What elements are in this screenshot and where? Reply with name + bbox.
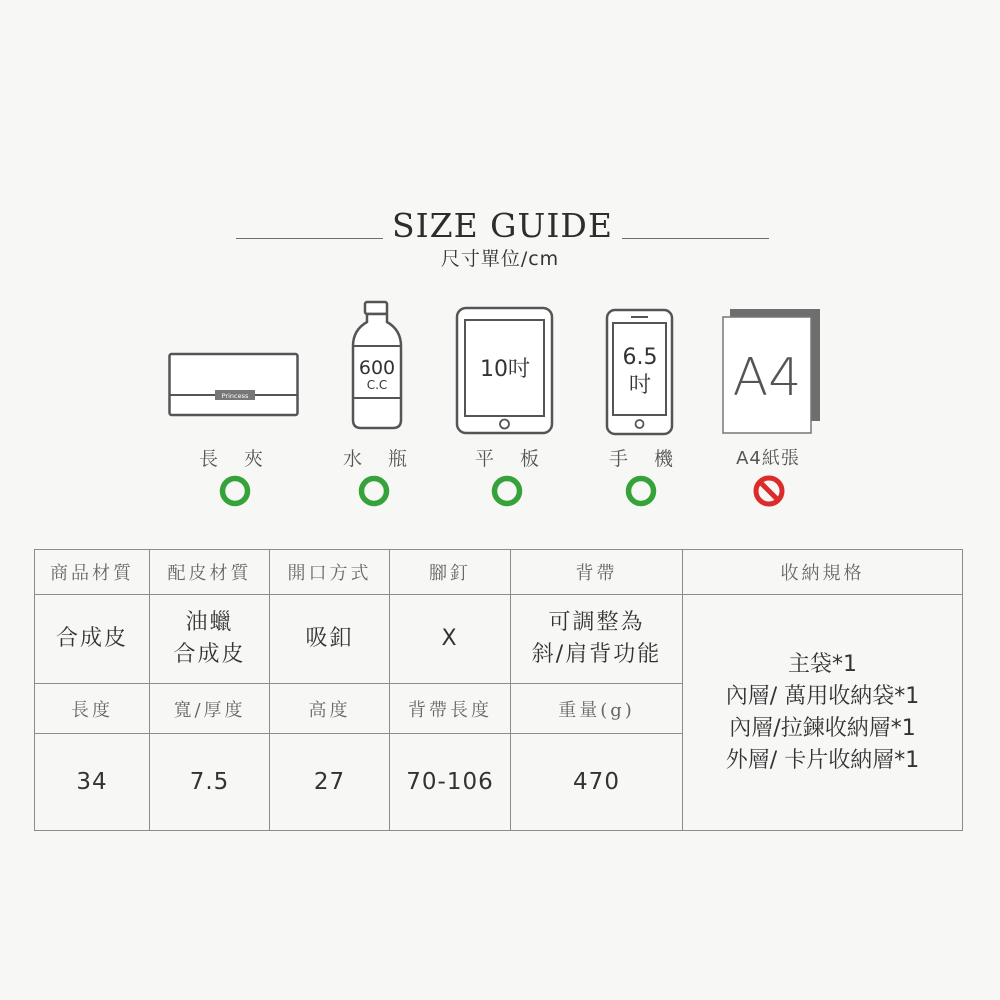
header-trim-material: 配皮材質: [150, 550, 270, 595]
a4-paper-icon: [722, 309, 822, 435]
storage-item: 主袋*1: [788, 651, 857, 677]
label-tablet: 平 板: [474, 448, 550, 470]
title-divider-right: [622, 238, 769, 239]
page-title: SIZE GUIDE: [392, 206, 613, 245]
fits-circle-icon: [624, 474, 658, 508]
water-bottle-icon: [349, 300, 405, 430]
wallet-icon: [168, 352, 300, 418]
title-divider-left: [236, 238, 383, 239]
storage-item: 外層/ 卡片收納層*1: [725, 747, 920, 773]
value-feet: [390, 595, 511, 684]
header-length: 長度: [35, 684, 150, 734]
header-strap: 背帶: [511, 550, 683, 595]
header-material: 商品材質: [35, 550, 150, 595]
header-closure: 開口方式: [270, 550, 390, 595]
fits-circle-icon: [357, 474, 391, 508]
bottle-capacity-text: 600: [358, 357, 396, 379]
value-feet-text: X: [441, 626, 459, 651]
title-row: [0, 206, 1000, 246]
label-a4-paper: A4紙張: [736, 448, 800, 469]
header-height: 高度: [270, 684, 390, 734]
label-phone: 手 機: [608, 448, 684, 470]
fits-circle-icon: [490, 474, 524, 508]
value-strap-length: 70-106: [390, 734, 511, 831]
value-material-text: 合成皮: [55, 626, 128, 651]
value-trim-material-line1: 油蠟: [185, 610, 234, 635]
bottle-unit-text: C.C: [366, 378, 388, 392]
value-storage: [683, 595, 963, 831]
value-strap: [511, 595, 683, 684]
value-strap-line2: 斜/肩背功能: [531, 642, 662, 667]
phone-unit-text: 吋: [628, 373, 652, 398]
value-trim-material-line2: 合成皮: [173, 642, 246, 667]
header-feet: 腳釘: [390, 550, 511, 595]
a4-text: A4: [732, 348, 802, 408]
storage-item: 內層/拉鍊收納層*1: [729, 715, 916, 741]
phone-size-text: 6.5: [622, 345, 658, 370]
label-wallet: 長 夾: [198, 448, 274, 470]
header-weight: 重量(g): [511, 684, 683, 734]
header-width-thickness: 寬/厚度: [150, 684, 270, 734]
spec-table: [34, 549, 963, 831]
value-strap-line1: 可調整為: [548, 610, 645, 635]
value-width-thickness: 7.5: [150, 734, 270, 831]
header-strap-length: 背帶長度: [390, 684, 511, 734]
label-water-bottle: 水 瓶: [342, 448, 418, 470]
not-fit-prohibited-icon: [752, 474, 786, 508]
value-length: 34: [35, 734, 150, 831]
header-storage: 收納規格: [683, 550, 963, 595]
value-height: 27: [270, 734, 390, 831]
value-closure-text: 吸釦: [305, 626, 354, 651]
wallet-brand-text: Princess: [221, 392, 249, 400]
fits-circle-icon: [218, 474, 252, 508]
unit-subtitle: 尺寸單位/cm: [440, 248, 560, 270]
value-trim-material: [150, 595, 270, 684]
value-material: [35, 595, 150, 684]
phone-icon: [605, 308, 675, 436]
value-weight: 470: [511, 734, 683, 831]
value-closure: [270, 595, 390, 684]
tablet-size-text: 10吋: [480, 357, 530, 382]
tablet-icon: [455, 306, 555, 436]
storage-item: 內層/ 萬用收納袋*1: [725, 683, 920, 709]
